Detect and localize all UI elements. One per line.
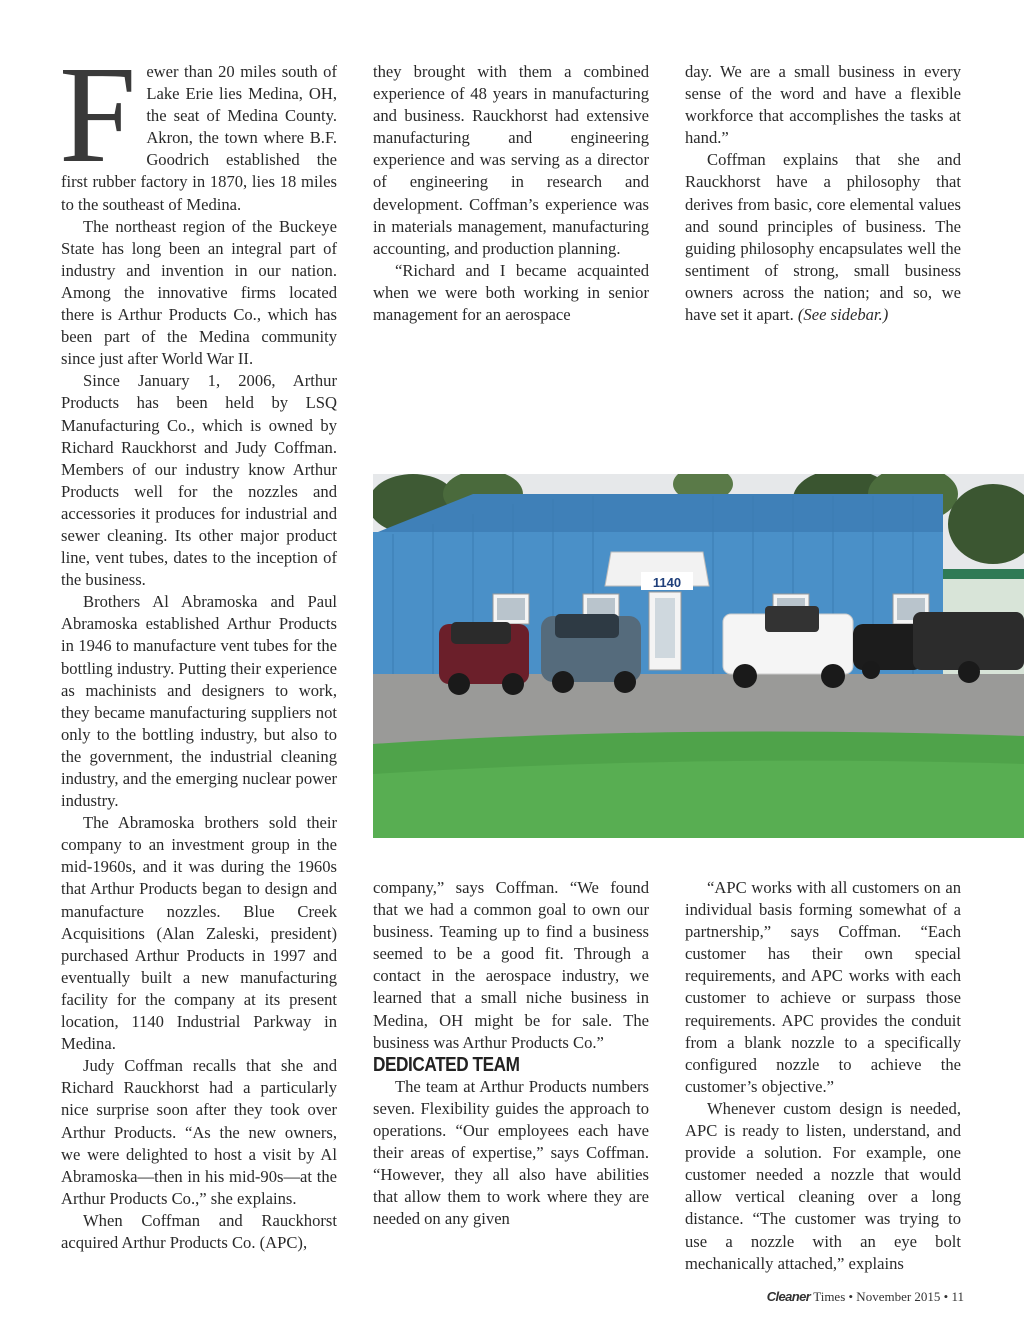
drop-cap: F <box>59 38 137 192</box>
paragraph: day. We are a small business in every sense of the word and have a flexible workforce that accomplishes the tasks at hand.” <box>685 62 961 148</box>
article-column-3-top <box>685 61 961 326</box>
paragraph: The Abramoska brothers sold their company to an investment group in the mid-1960s, and it was during the 1960s that Arthur Products began to design and manufacture nozzles. Blue Creek Acquisitions (Alan Zaleski, president) purchased Arthur Products in 1997 and eventually built a new manufacturing facility for the company at its present location, 1140 Industrial Parkway in Medina. <box>61 813 337 1054</box>
section-subhead: DEDICATED TEAM <box>373 1053 520 1076</box>
paragraph: The team at Arthur Products numbers seven. Flexibility guides the approach to operations. “Our employees each have their areas of expertise,” says Coffman. “However, they all also have abilities that allow them to work where they are needed on any given <box>373 1076 649 1229</box>
paragraph: Brothers Al Abramoska and Paul Abramoska established Arthur Products in 1946 to manufacture vent tubes for the bottling industry. Putting their experience as machinists and designers to work, they became manufacturing suppliers not only to the bottling industry, but also to the government, the industrial cleaning industry, and the emerging nuclear power industry. <box>61 592 337 811</box>
paragraph: Whenever custom design is needed, APC is ready to listen, understand, and provide a solution. For example, one customer needed a nozzle that would allow vertical cleaning over a long distance. “The customer was trying to use a nozzle with an eye bolt mechanically attached,” explains <box>685 1098 961 1273</box>
paragraph: company,” says Coffman. “We found that we had a common goal to own our business. Teaming up to find a business seemed to be a good fit. Through a contact in the aerospace industry, we learned that a small niche business in Medina, OH might be for sale. The business was Arthur Products Co.” <box>373 878 649 1052</box>
sidebar-reference: (See sidebar.) <box>797 305 889 325</box>
page-footer <box>767 1289 964 1305</box>
article-column-2-bottom <box>373 877 649 1231</box>
footer-text: Times • November 2015 • 11 <box>810 1289 964 1304</box>
paragraph: Judy Coffman recalls that she and Richard Rauckhorst had a particularly nice surprise soon after they took over Arthur Products. “As the new owners, we were delighted to host a visit by Al Abramoska—then in his mid-90s—at the Arthur Products Co.,” she explains. <box>61 1056 337 1208</box>
intro-paragraph <box>59 38 337 216</box>
magazine-brand: Cleaner <box>766 1289 811 1304</box>
building-number: 1140 <box>652 575 682 590</box>
paragraph: When Coffman and Rauckhorst acquired Arthur Products Co. (APC), <box>61 1210 337 1252</box>
paragraph: Since January 1, 2006, Arthur Products has been held by LSQ Manufacturing Co., which is owned by Richard Rauckhorst and Judy Coffman. Members of our industry know Arthur Products well for the nozzles and accessories it produces for industrial and sewer cleaning. Its other major product line, vent tubes, dates to the inception of the business. <box>61 371 337 590</box>
paragraph: they brought with them a combined experience of 48 years in manufacturing and business. Rauckhorst had extensive manufacturing and engineering experience and was serving as a director of engineering in research and development. Coffman’s experience was in materials management, manufacturing accounting, and production planning. <box>373 62 649 258</box>
article-column-3-bottom <box>685 877 961 1275</box>
article-column-2-top <box>373 61 649 326</box>
paragraph-text: Coffman explains that she and Rauckhorst have a philosophy that derives from basic, core elemental values and sound principles of business. The guiding philosophy encapsulates well the sentiment of strong, small business owners across the nation; and so, we have set it apart. <box>685 150 961 325</box>
paragraph <box>685 149 961 326</box>
building-photo <box>373 474 1024 838</box>
paragraph: “Richard and I became acquainted when we were both working in senior management for an aerospace <box>373 260 649 325</box>
paragraph: The northeast region of the Buckeye State has long been an integral part of industry and invention in our nation. Among the innovative firms located there is Arthur Products Co., which has been part of the Medina community since just after World War II. <box>61 216 337 369</box>
article-column-1 <box>59 38 337 1254</box>
building-photo-image <box>373 474 1024 838</box>
paragraph: “APC works with all customers on an individual basis forming somewhat of a partnership,” says Coffman. “Each customer has their own special requirements, and APC works with each customer to achieve or surpass those requirements. APC provides the conduit from a blank nozzle to a specifically configured nozzle to achieve the customer’s objective.” <box>685 878 961 1096</box>
paragraph-text: ewer than 20 miles south of Lake Erie lies Medina, OH, the seat of Medina County. Akron, the town where B.F. Goodrich established the first rubber factory in 1870, lies 18 miles to the southeast of Medina. <box>61 62 337 214</box>
